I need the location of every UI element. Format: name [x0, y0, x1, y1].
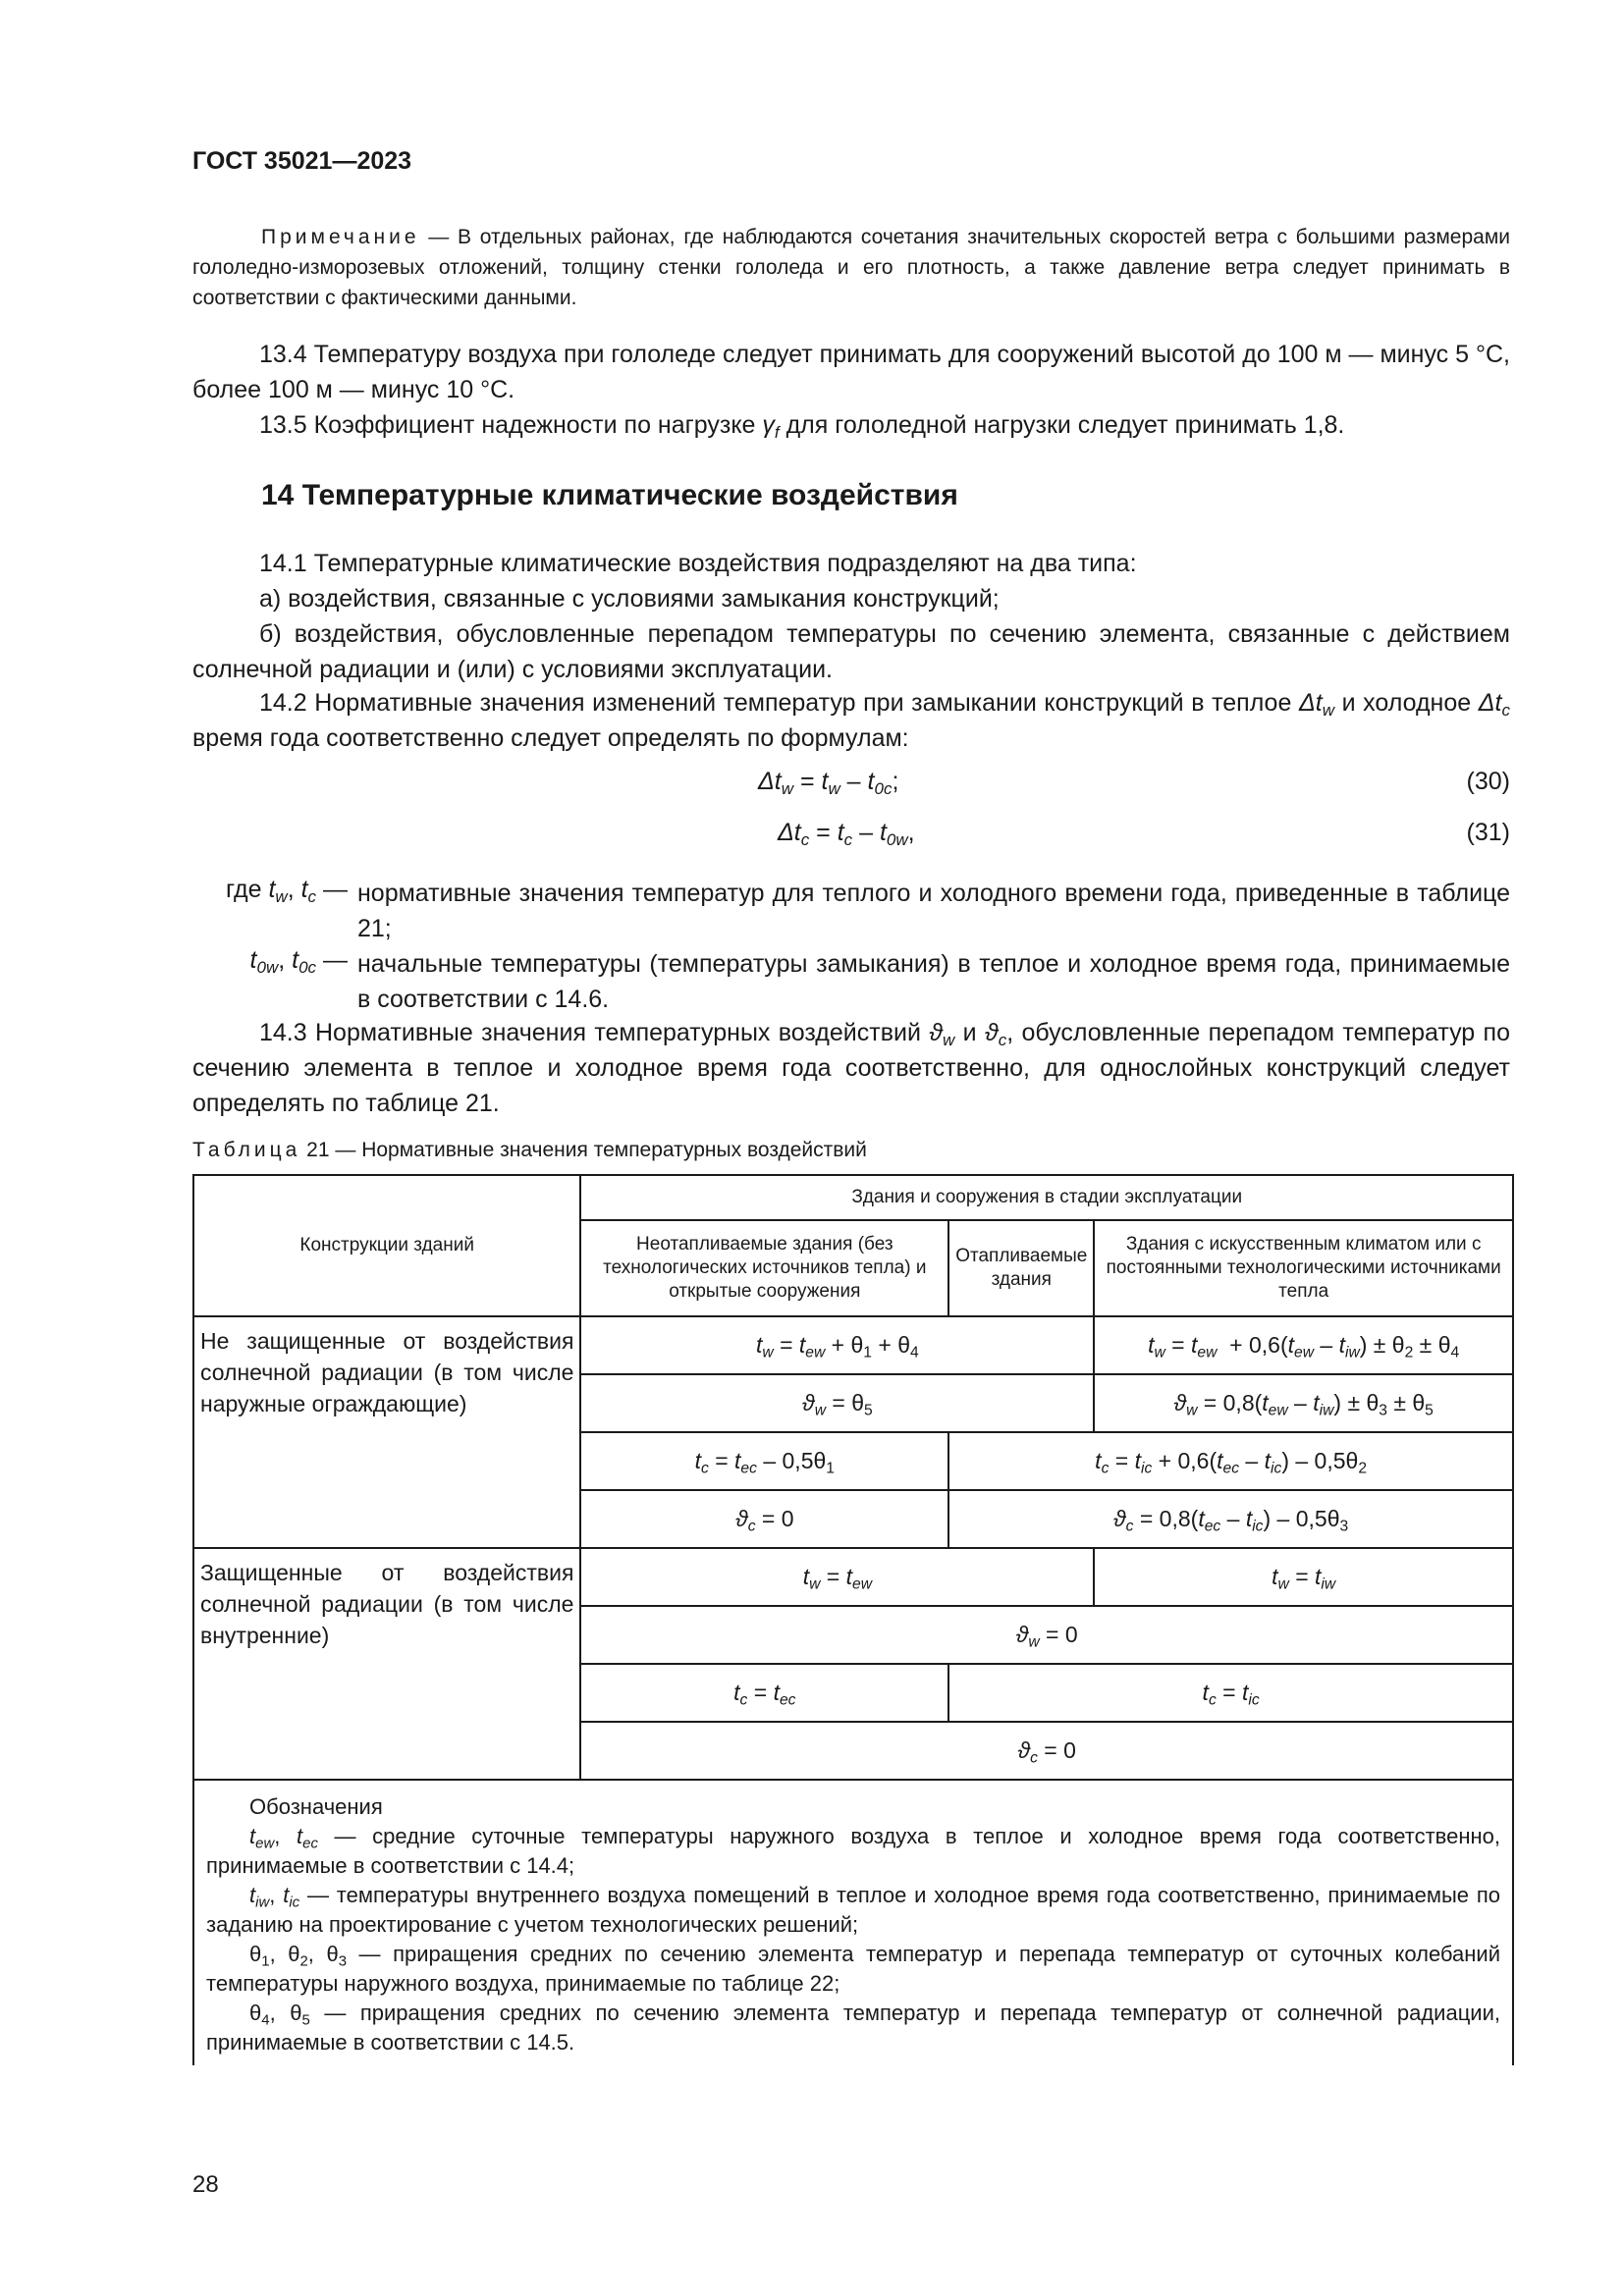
p14-2-part3: время года соответственно следует определять по формулам:: [192, 724, 909, 752]
table-caption-label: Таблица: [192, 1139, 301, 1161]
section-14-heading: 14 Температурные климатические воздействия: [261, 479, 958, 511]
legend-item: — приращения средних по сечению элемента температур и перепада температур от солнечной радиации, принимаемые в соответствии с 14.5.: [206, 2001, 1500, 2055]
table-caption: [192, 1139, 867, 1162]
p14-1b-text: б) воздействия, обусловленные перепадом температуры по сечению элемента, связанные с действием солнечной радиации и (или) с условиями эксплуатации.: [192, 620, 1510, 683]
p14-1a-text: а) воздействия, связанные с условиями замыкания конструкций;: [259, 585, 1000, 613]
legend-title: Обозначения: [249, 1794, 383, 1819]
table-legend: Обозначения $t_{ew}$, $t_{ec}$ — средние суточные температуры наружного воздуха в теплое и холодное время года соответственно, принимаемые в соответствии с 14.4; $t_{iw}$, $t_{ic}$ — температуры внутреннего воздуха помещений в теплое и холодное время года соответственно, принимаемые по заданию на проектирование с учетом технологических решений; $\theta_1$, $\theta_2$, $\theta_3$ — приращения средних по сечению элемента температур и перепада температур от суточных колебаний температуры наружного воздуха, принимаемые по таблице 22; $\theta_4$, $\theta_5$ — приращения средних по сечению элемента температур и перепада температур от солнечной радиации, принимаемые в соответствии с 14.5.: [193, 1780, 1513, 2065]
cell-formula: $t_c = t_{ic}$: [948, 1664, 1513, 1722]
header-constructions: Конструкции зданий: [193, 1175, 580, 1316]
cell-formula: $ϑ_c = 0,8(t_{ec} - t_{ic}) - 0,5\theta_3$: [948, 1490, 1513, 1548]
paragraph-14-1b: [192, 616, 1510, 687]
paragraph-13-4: [192, 337, 1510, 407]
p14-2-part1: 14.2 Нормативные значения изменений температур при замыкании конструкций в теплое: [259, 689, 1299, 717]
row-label-unprotected: Не защищенные от воздействия солнечной радиации (в том числе наружные ограждающие): [193, 1316, 580, 1548]
cell-formula: $ϑ_w = 0$: [580, 1606, 1513, 1664]
p14-2-part2: и холодное: [1333, 689, 1479, 717]
equation-30: $\Delta t_w = t_w - t_{0c}$;: [758, 768, 899, 799]
cell-formula: $t_w = t_{ew}$: [580, 1548, 1094, 1606]
table-header-row-1: [193, 1175, 1513, 1220]
legend-item: — приращения средних по сечению элемента температур и перепада температур от суточных колебаний температуры наружного воздуха, принимаемые по таблице 22;: [206, 1942, 1500, 1996]
p14-1-text: 14.1 Температурные климатические воздействия подразделяют на два типа:: [259, 550, 1137, 577]
row-label-protected: Защищенные от воздействия солнечной радиации (в том числе внутренние): [193, 1548, 580, 1780]
where-def-1: нормативные значения температур для теплого и холодного времени года, приведенные в таблице 21;: [357, 880, 1510, 942]
header-heated: Отапливаемые здания: [948, 1220, 1094, 1316]
equation-30-number: (30): [1466, 768, 1510, 795]
header-unheated: Неотапливаемые здания (без технологических источников тепла) и открытые сооружения: [580, 1220, 948, 1316]
legend-item: — температуры внутреннего воздуха помещений в теплое и холодное время года соответственно, принимаемые по заданию на проектирование с учетом технологических решений;: [206, 1883, 1500, 1937]
header-operation: Здания и сооружения в стадии эксплуатации: [580, 1175, 1513, 1220]
equation-31: $\Delta t_c = t_c - t_{0w}$,: [778, 819, 915, 850]
cell-formula: $t_c = t_{ic} + 0,6(t_{ec} - t_{ic}) - 0,5\theta_2$: [948, 1432, 1513, 1490]
paragraph-14-1a: [192, 581, 1510, 616]
p13-5-before: 13.5 Коэффициент надежности по нагрузке: [259, 411, 763, 439]
document-code: ГОСТ 35021—2023: [192, 147, 412, 175]
paragraph-14-3: 14.3 Нормативные значения температурных воздействий $ϑ_w$ и $ϑ_c$, обусловленные перепадом температур по сечению элемента в теплое и холодное время года соответственно, для однослойных конструкций следует определять по таблице 21.: [192, 1019, 1510, 1117]
table-row: [193, 1316, 1513, 1374]
cell-formula: $ϑ_c = 0$: [580, 1490, 948, 1548]
delta-tw-sub: w: [1322, 701, 1334, 721]
note-text: — В отдельных районах, где наблюдаются сочетания значительных скоростей ветра с большими размерами гололедно-изморозевых отложений, толщину стенки гололеда и его плотность, а также давление ветра следует принимать в соответствии с фактическими данными.: [192, 226, 1510, 309]
cell-formula: $t_w = t_{iw}$: [1094, 1548, 1513, 1606]
delta-tc: Δt: [1478, 689, 1502, 717]
paragraph-13-5: [192, 407, 1510, 443]
paragraph-13-4-text: 13.4 Температуру воздуха при гололеде следует принимать для сооружений высотой до 100 м — минус 5 °С, более 100 м — минус 10 °С.: [192, 341, 1510, 403]
where-def-2: начальные температуры (температуры замыкания) в теплое и холодное время года, принимаемые в соответствии с 14.6.: [357, 950, 1510, 1013]
table-caption-text: 21 — Нормативные значения температурных воздействий: [300, 1139, 867, 1161]
header-artificial: Здания с искусственным климатом или с постоянными технологическими источниками тепла: [1094, 1220, 1513, 1316]
note-label: Примечание: [261, 226, 420, 248]
paragraph-14-1: [192, 546, 1510, 581]
page-number: 28: [192, 2171, 219, 2198]
gamma-sub: f: [774, 423, 780, 443]
cell-formula: $t_w = t_{ew} + \theta_1 + \theta_4$: [580, 1316, 1094, 1374]
table-21: [192, 1174, 1514, 2065]
cell-formula: $ϑ_w = 0,8(t_{ew} - t_{iw}) \pm \theta_3 \pm \theta_5$: [1094, 1374, 1513, 1432]
delta-tc-sub: c: [1501, 701, 1510, 721]
legend-row: [193, 1780, 1513, 2065]
legend-item: — средние суточные температуры наружного воздуха в теплое и холодное время года соответственно, принимаемые в соответствии с 14.4;: [206, 1824, 1500, 1878]
cell-formula: $t_w = t_{ew} + 0,6(t_{ew} - t_{iw}) \pm \theta_2 \pm \theta_4$: [1094, 1316, 1513, 1374]
cell-formula: $t_c = t_{ec}$: [580, 1664, 948, 1722]
table-row: [193, 1548, 1513, 1606]
note-paragraph: [192, 222, 1510, 313]
gamma-symbol: γ: [762, 411, 775, 439]
where-term-1: где $t_w$, $t_c$ —: [226, 876, 348, 907]
delta-tw: Δt: [1298, 689, 1323, 717]
p13-5-after: для гололедной нагрузки следует принимать 1,8.: [779, 411, 1345, 439]
equation-31-number: (31): [1466, 819, 1510, 846]
cell-formula: $ϑ_w = \theta_5$: [580, 1374, 1094, 1432]
paragraph-14-2: [192, 685, 1510, 756]
cell-formula: $t_c = t_{ec} - 0,5\theta_1$: [580, 1432, 948, 1490]
where-term-2: $t_{0w}$, $t_{0c}$ —: [249, 946, 348, 978]
cell-formula: $ϑ_c = 0$: [580, 1722, 1513, 1780]
